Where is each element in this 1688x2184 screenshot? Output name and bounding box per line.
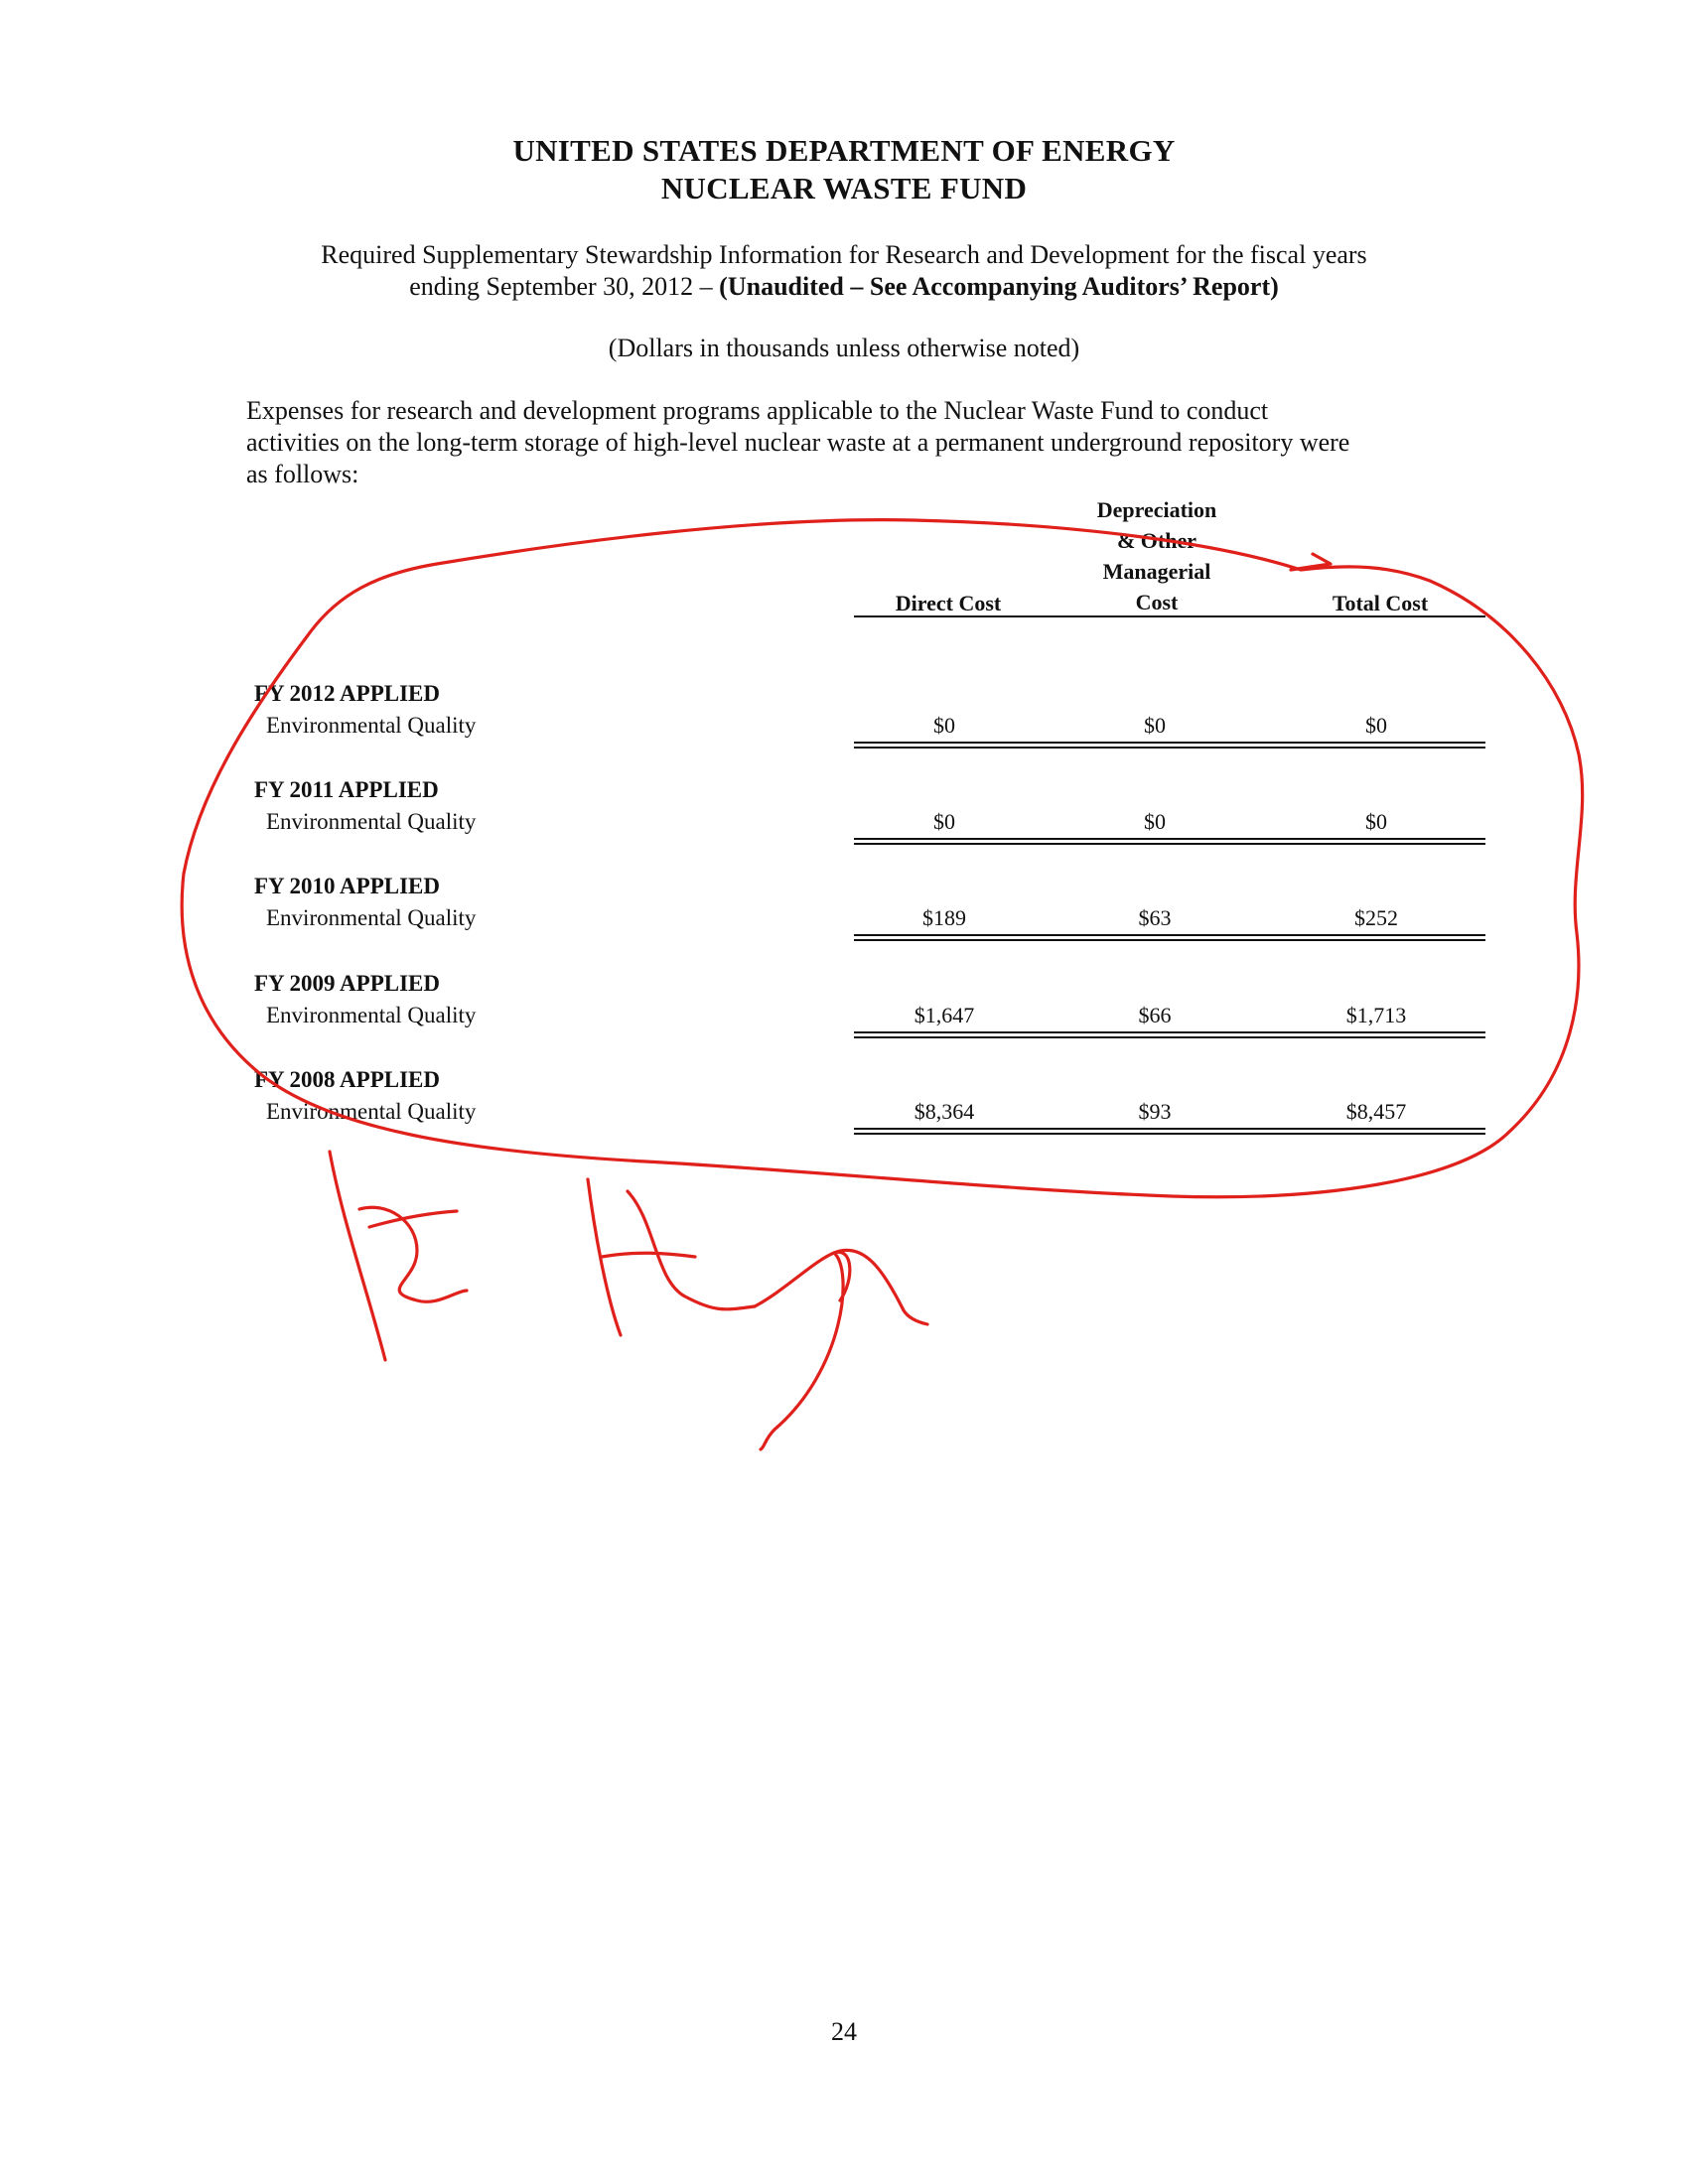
column-header-depreciation-line-2: & Other xyxy=(1116,528,1197,553)
intro-line-2: activities on the long-term storage of high-level nuclear waste at a permanent underground repository were xyxy=(246,428,1350,457)
column-header-depreciation-line-3: Managerial xyxy=(1102,559,1211,584)
column-header-depreciation-line-1: Depreciation xyxy=(1096,497,1217,522)
document-title-line-2: NUCLEAR WASTE FUND xyxy=(660,171,1028,205)
section-label-fy2009: FY 2009 APPLIED xyxy=(254,971,440,996)
cell-depreciation: $66 xyxy=(1138,1003,1172,1027)
cell-direct-cost: $8,364 xyxy=(914,1099,975,1124)
subtitle-line-2 xyxy=(0,272,1688,302)
row-label: Environmental Quality xyxy=(266,905,477,930)
double-rule-top xyxy=(854,1128,1485,1130)
section-label-fy2012: FY 2012 APPLIED xyxy=(254,681,440,706)
double-rule-bottom xyxy=(854,1133,1485,1135)
row-label: Environmental Quality xyxy=(266,809,477,834)
arrow-tick-stroke xyxy=(1291,554,1331,570)
cell-direct-cost: $1,647 xyxy=(914,1003,975,1027)
intro-paragraph xyxy=(246,395,1468,490)
intro-line-1: Expenses for research and development programs applicable to the Nuclear Waste Fund to conduct xyxy=(246,396,1269,425)
cell-total-cost: $1,713 xyxy=(1345,1003,1407,1027)
subtitle-line-1: Required Supplementary Stewardship Information for Research and Development for the fiscal years xyxy=(321,240,1367,269)
cell-direct-cost: $189 xyxy=(922,905,966,930)
double-rule-top xyxy=(854,934,1485,936)
document-title-line-1: UNITED STATES DEPARTMENT OF ENERGY xyxy=(512,133,1176,168)
row-label: Environmental Quality xyxy=(266,1099,477,1124)
cell-depreciation: $0 xyxy=(1144,809,1166,834)
section-label-fy2010: FY 2010 APPLIED xyxy=(254,874,440,898)
double-rule-top xyxy=(854,1031,1485,1033)
cell-direct-cost: $0 xyxy=(933,809,955,834)
double-rule-bottom xyxy=(854,843,1485,845)
column-header-depreciation xyxy=(1062,494,1251,617)
cell-total-cost: $252 xyxy=(1354,905,1398,930)
signature-h1-stroke xyxy=(330,1152,467,1360)
row-label: Environmental Quality xyxy=(266,713,477,738)
header-rule xyxy=(854,615,1485,617)
double-rule-bottom xyxy=(854,939,1485,941)
double-rule-top xyxy=(854,838,1485,840)
signature-g-stroke xyxy=(755,1250,927,1449)
page-number: 24 xyxy=(831,2017,857,2046)
section-label-fy2008: FY 2008 APPLIED xyxy=(254,1067,440,1092)
column-header-total-cost: Total Cost xyxy=(1332,591,1429,615)
column-header-direct-cost: Direct Cost xyxy=(895,591,1002,615)
double-rule-top xyxy=(854,742,1485,744)
section-label-fy2011: FY 2011 APPLIED xyxy=(254,777,439,802)
cell-depreciation: $93 xyxy=(1138,1099,1172,1124)
subtitle-line-2-plain: ending September 30, 2012 – xyxy=(409,272,720,301)
circle-around-table-stroke xyxy=(182,520,1582,1197)
cell-depreciation: $0 xyxy=(1144,713,1166,738)
cell-total-cost: $0 xyxy=(1365,809,1387,834)
units-note: (Dollars in thousands unless otherwise noted) xyxy=(608,334,1080,362)
cell-total-cost: $0 xyxy=(1365,713,1387,738)
cell-total-cost: $8,457 xyxy=(1345,1099,1407,1124)
cell-direct-cost: $0 xyxy=(933,713,955,738)
double-rule-bottom xyxy=(854,747,1485,749)
double-rule-bottom xyxy=(854,1036,1485,1038)
subtitle-line-2-bold: (Unaudited – See Accompanying Auditors’ Report) xyxy=(719,272,1279,301)
signature-h2-stroke xyxy=(588,1179,755,1335)
row-label: Environmental Quality xyxy=(266,1003,477,1027)
cell-depreciation: $63 xyxy=(1138,905,1172,930)
column-header-depreciation-line-4: Cost xyxy=(1135,590,1179,614)
intro-line-3: as follows: xyxy=(246,460,359,488)
